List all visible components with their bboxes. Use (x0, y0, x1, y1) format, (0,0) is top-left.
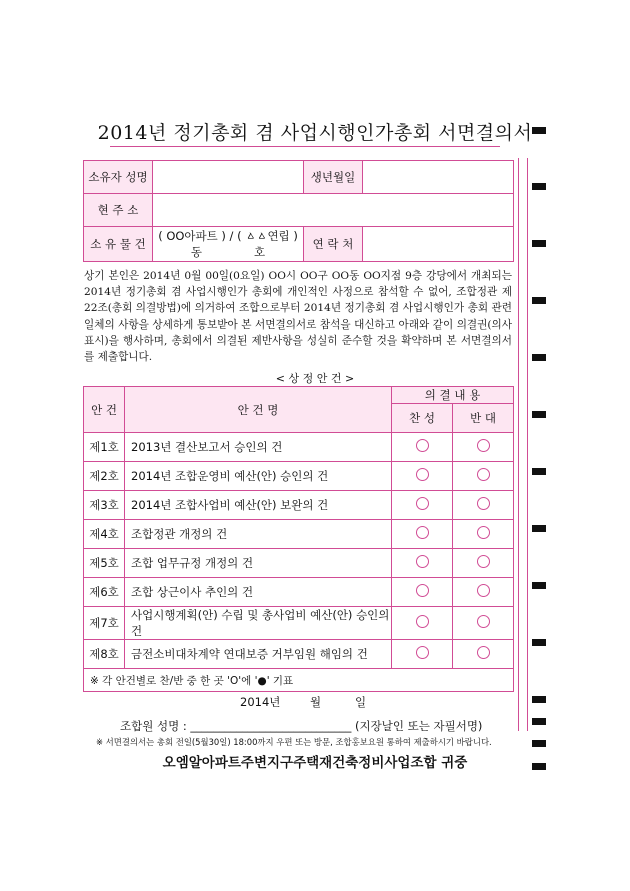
margin-mark (532, 525, 546, 532)
agenda-no: 제2호 (84, 462, 125, 491)
organization-name: 오엠알아파트주변지구주택재건축정비사업조합 귀중 (162, 755, 468, 771)
agenda-row (84, 491, 514, 520)
agenda-name: 2014년 조합운영비 예산(안) 승인의 건 (125, 462, 392, 491)
birth-field[interactable] (363, 161, 514, 194)
margin-mark (532, 297, 546, 304)
vote-circle-icon[interactable] (416, 497, 429, 510)
vote-for-cell[interactable] (392, 520, 453, 549)
vote-against-cell[interactable] (453, 549, 514, 578)
agenda-name: 사업시행계획(안) 수립 및 총사업비 예산(안) 승인의 건 (125, 607, 392, 640)
vote-circle-icon[interactable] (416, 468, 429, 481)
vote-for-cell[interactable] (392, 433, 453, 462)
agenda-no: 제8호 (84, 640, 125, 669)
agenda-name: 2014년 조합사업비 예산(안) 보완의 건 (125, 491, 392, 520)
agenda-row (84, 433, 514, 462)
margin-mark (532, 468, 546, 475)
vote-against-cell[interactable] (453, 607, 514, 640)
vote-circle-icon[interactable] (477, 497, 490, 510)
vote-against-cell[interactable] (453, 491, 514, 520)
agenda-no-header: 안 건 (84, 387, 125, 433)
contact-field[interactable] (363, 227, 514, 262)
agenda-name-header: 안 건 명 (125, 387, 392, 433)
vote-for-cell[interactable] (392, 462, 453, 491)
agenda-no: 제3호 (84, 491, 125, 520)
vote-circle-icon[interactable] (416, 439, 429, 452)
vote-circle-icon[interactable] (416, 646, 429, 659)
title-underline (110, 146, 500, 147)
vote-circle-icon[interactable] (477, 439, 490, 452)
date-day: 일 (355, 695, 367, 709)
signer-blank[interactable]: ____________________________ (190, 719, 352, 733)
property-line2 (153, 244, 303, 260)
vote-circle-icon[interactable] (477, 615, 490, 628)
owner-name-field[interactable] (153, 161, 304, 194)
for-header: 찬 성 (392, 404, 453, 433)
table-note: ※ 각 안건별로 찬/반 중 한 곳 'O'에 '●' 기표 (84, 669, 514, 692)
signer-label: 조합원 성명 : (120, 719, 187, 733)
owner-name-label: 소유자 성명 (84, 161, 153, 194)
margin-mark (532, 639, 546, 646)
date-year: 2014년 (240, 695, 281, 709)
agenda-name: 조합 상근이사 추인의 건 (125, 578, 392, 607)
margin-mark (532, 740, 546, 747)
owner-info-table (83, 160, 514, 262)
property-field[interactable] (153, 227, 304, 262)
margin-mark (532, 582, 546, 589)
ho-label: 호 (254, 245, 266, 259)
vote-circle-icon[interactable] (416, 526, 429, 539)
agenda-table (83, 386, 514, 692)
margin-mark (532, 718, 546, 725)
agenda-row (84, 640, 514, 669)
side-double-line (518, 158, 528, 731)
agenda-row (84, 462, 514, 491)
declaration-text: 상기 본인은 2014년 0월 00일(0요일) OO시 OO구 OO동 OO지점 9층 강당에서 개최되는 2014년 정기총회 겸 사업시행인가 총회에 개인적인 사정으로 참석할 수 없어, 조합정관 제22조(총회 의결방법)에 의거하여 조합으로부터 2014년 정기총회 겸 사업시행인가 총회 관련 일체의 사항을 상세하게 통보받아 본 서면결의서로 참석을 대신하고 아래와 같이 의결권(의사표시)을 행사하며, 총회에서 의결된 제반사항을 성실히 준수할 것을 확약하며 본 서면결의서를 제출합니다. (84, 270, 512, 364)
agenda-row (84, 607, 514, 640)
agenda-name: 2013년 결산보고서 승인의 건 (125, 433, 392, 462)
margin-mark (532, 354, 546, 361)
vote-for-cell[interactable] (392, 607, 453, 640)
agenda-no: 제7호 (84, 607, 125, 640)
date-month: 월 (310, 695, 322, 709)
signer-suffix: (지장날인 또는 자필서명) (355, 719, 483, 733)
dong-label: 동 (190, 245, 202, 259)
address-label: 현 주 소 (84, 194, 153, 227)
agenda-no: 제4호 (84, 520, 125, 549)
margin-mark (532, 696, 546, 703)
agenda-row (84, 520, 514, 549)
vote-against-cell[interactable] (453, 520, 514, 549)
property-line1: ( OO아파트 ) / ( ㅿㅿ연립 ) (158, 229, 298, 243)
margin-mark (532, 127, 546, 134)
agenda-row (84, 578, 514, 607)
contact-label: 연 락 처 (304, 227, 363, 262)
vote-circle-icon[interactable] (477, 555, 490, 568)
vote-against-cell[interactable] (453, 640, 514, 669)
agenda-no: 제6호 (84, 578, 125, 607)
vote-circle-icon[interactable] (477, 468, 490, 481)
vote-circle-icon[interactable] (477, 526, 490, 539)
address-field[interactable] (153, 194, 514, 227)
vote-for-cell[interactable] (392, 640, 453, 669)
document-title: 2014년 정기총회 겸 사업시행인가총회 서면결의서 (97, 122, 533, 144)
agenda-name: 조합 업무규정 개정의 건 (125, 549, 392, 578)
property-label: 소 유 물 건 (84, 227, 153, 262)
birth-label: 생년월일 (304, 161, 363, 194)
vote-header: 의 결 내 용 (392, 387, 514, 404)
agenda-no: 제1호 (84, 433, 125, 462)
vote-against-cell[interactable] (453, 578, 514, 607)
agenda-name: 조합정관 개정의 건 (125, 520, 392, 549)
margin-mark (532, 763, 546, 770)
footnote: ※ 서면결의서는 총회 전일(5월30일) 18:00까지 우편 또는 방문, 조합홍보요원 통하여 제출하시기 바랍니다. (96, 737, 492, 747)
vote-circle-icon[interactable] (477, 646, 490, 659)
agenda-heading: < 상 정 안 건 > (275, 372, 355, 385)
vote-against-cell[interactable] (453, 433, 514, 462)
agenda-row (84, 549, 514, 578)
vote-against-cell[interactable] (453, 462, 514, 491)
vote-for-cell[interactable] (392, 578, 453, 607)
agenda-no: 제5호 (84, 549, 125, 578)
agenda-name: 금전소비대차계약 연대보증 거부임원 해임의 건 (125, 640, 392, 669)
vote-circle-icon[interactable] (416, 555, 429, 568)
margin-mark (532, 183, 546, 190)
margin-mark (532, 240, 546, 247)
margin-mark (532, 411, 546, 418)
vote-circle-icon[interactable] (416, 615, 429, 628)
vote-for-cell[interactable] (392, 491, 453, 520)
vote-circle-icon[interactable] (416, 584, 429, 597)
vote-for-cell[interactable] (392, 549, 453, 578)
against-header: 반 대 (453, 404, 514, 433)
vote-circle-icon[interactable] (477, 584, 490, 597)
